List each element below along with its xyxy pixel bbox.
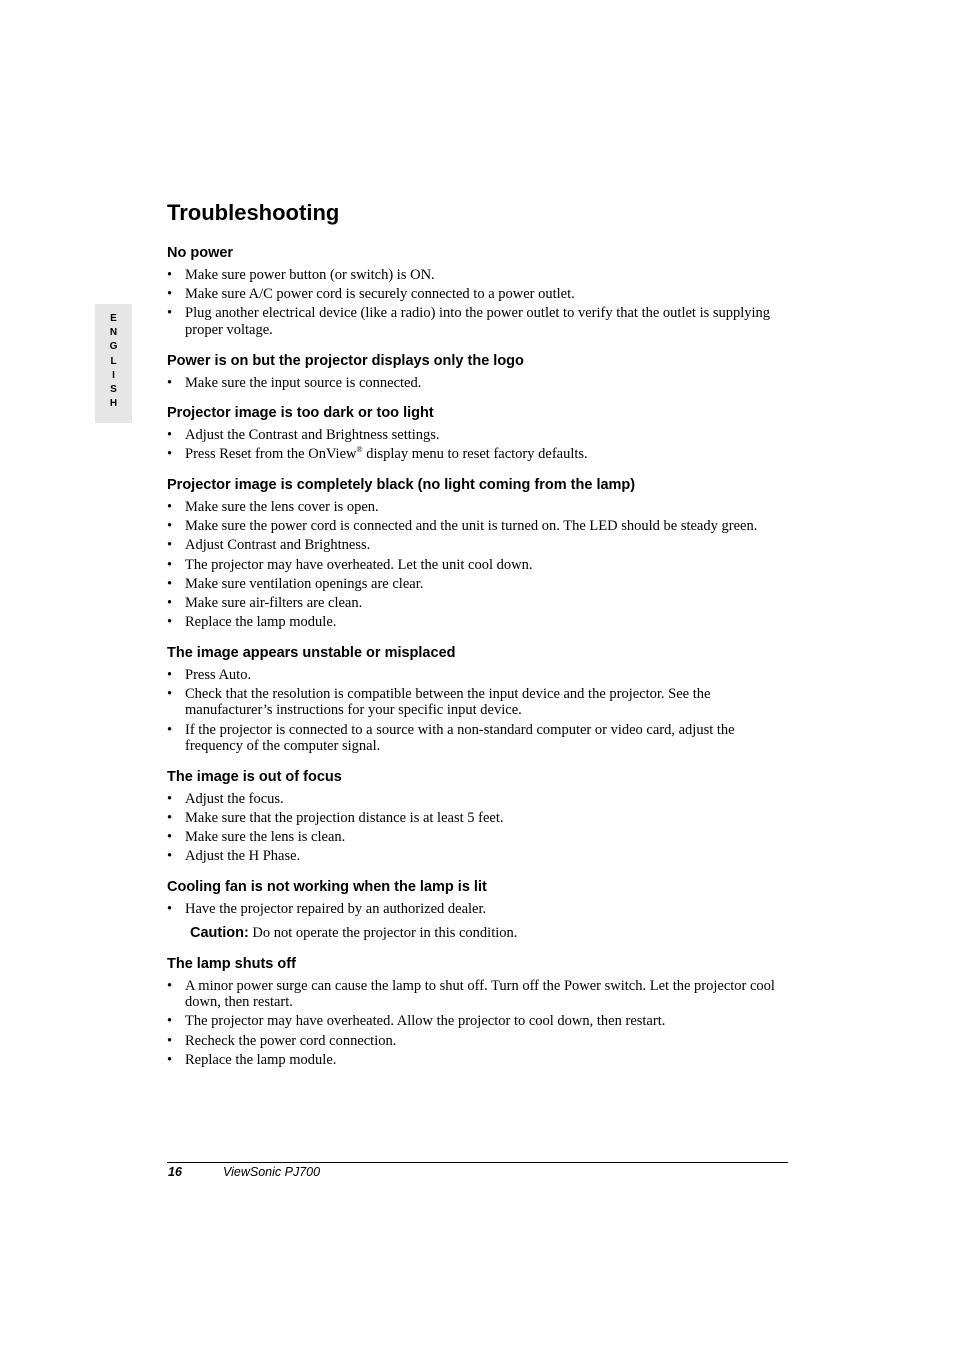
bullet-list: [167, 375, 792, 392]
bullet-icon: •: [167, 556, 173, 573]
list-item-text: Make sure the input source is connected.: [185, 374, 422, 391]
bullet-icon: •: [167, 810, 173, 826]
language-tab-letters: [95, 312, 132, 411]
list-item-text: Replace the lamp module.: [185, 614, 337, 631]
list-item: [167, 686, 792, 719]
section-heading: No power: [167, 245, 234, 261]
bullet-icon: •: [167, 498, 173, 515]
list-item: [167, 537, 792, 554]
list-item: [167, 810, 792, 827]
list-item: [167, 427, 792, 444]
list-item: [167, 978, 792, 1011]
bullet-icon: •: [167, 286, 173, 303]
footer-divider: [167, 1162, 788, 1163]
list-item-text: Have the projector repaired by an authorized dealer.: [185, 900, 487, 917]
caution-label: Caution:: [190, 924, 249, 941]
list-item-text: Make sure power button (or switch) is ON.: [185, 267, 435, 283]
bullet-icon: •: [167, 575, 173, 592]
list-item-text: Make sure A/C power cord is securely connected to a power outlet.: [185, 286, 575, 303]
bullet-icon: •: [167, 848, 173, 865]
list-item: [167, 1052, 792, 1069]
page-title: Troubleshooting: [167, 200, 340, 225]
list-item: [167, 375, 792, 392]
list-item-text: The projector may have overheated. Allow the projector to cool down, then restart.: [185, 1013, 666, 1030]
list-item-text: Adjust the H Phase.: [185, 848, 301, 865]
list-item-text: Make sure ventilation openings are clear.: [185, 575, 424, 592]
bullet-icon: •: [167, 267, 173, 283]
list-item: [167, 848, 792, 865]
bullet-list: [167, 427, 792, 463]
bullet-list: [167, 791, 792, 865]
bullet-icon: •: [167, 1013, 173, 1030]
bullet-icon: •: [167, 614, 173, 631]
bullet-icon: •: [167, 427, 173, 444]
bullet-list: [167, 499, 792, 631]
bullet-icon: •: [167, 685, 173, 702]
bullet-icon: •: [167, 721, 173, 738]
list-item-text: Make sure air-filters are clean.: [185, 594, 363, 611]
bullet-icon: •: [167, 666, 173, 683]
list-item-text: Make sure the power cord is connected and the unit is turned on. The LED should be steady green.: [185, 518, 758, 535]
list-item: [167, 286, 792, 303]
section-heading: Projector image is too dark or too light: [167, 405, 434, 422]
list-item-text: Press Auto.: [185, 666, 252, 683]
bullet-icon: •: [167, 900, 173, 917]
list-item-text: Replace the lamp module.: [185, 1051, 337, 1068]
list-item-text: Adjust Contrast and Brightness.: [185, 537, 371, 554]
list-item-text: A minor power surge can cause the lamp to shut off. Turn off the Power switch. Let the projector cool down, then restart.: [185, 977, 775, 1011]
list-item: [167, 614, 792, 631]
section-heading: Projector image is completely black (no light coming from the lamp): [167, 476, 636, 493]
section-heading: The image is out of focus: [167, 768, 342, 785]
list-item-text: Check that the resolution is compatible between the input device and the projector. See the manufacturer’s instructions for your specific input device.: [185, 685, 711, 719]
bullet-icon: •: [167, 446, 173, 463]
caution-text: Do not operate the projector in this condition.: [248, 924, 518, 941]
list-item: [167, 557, 792, 574]
caution-note: [190, 924, 792, 942]
bullet-icon: •: [167, 518, 173, 535]
list-item: [167, 518, 792, 535]
language-tab-letter: H: [109, 398, 118, 410]
bullet-icon: •: [167, 594, 173, 611]
section-heading: Cooling fan is not working when the lamp is lit: [167, 878, 487, 895]
bullet-list: [167, 267, 792, 339]
section-heading: Power is on but the projector displays only the logo: [167, 352, 524, 369]
bullet-icon: •: [167, 1032, 173, 1049]
bullet-list: [167, 978, 792, 1069]
list-item-text: Make sure the lens is clean.: [185, 829, 346, 846]
page-content: [167, 198, 792, 1080]
bullet-icon: •: [167, 1051, 173, 1068]
list-item-text: Adjust the Contrast and Brightness settings.: [185, 427, 440, 444]
list-item-text: Make sure the lens cover is open.: [185, 498, 379, 515]
language-tab-letter: S: [110, 384, 117, 396]
list-item: [167, 791, 792, 808]
bullet-icon: •: [167, 977, 173, 994]
list-item-text: If the projector is connected to a source with a non-standard computer or video card, adjust the frequency of the computer signal.: [185, 721, 735, 755]
list-item: [167, 576, 792, 593]
list-item-text: Adjust the focus.: [185, 790, 284, 807]
bullet-list: [167, 901, 792, 918]
language-tab-letter: N: [109, 327, 118, 339]
list-item: [167, 667, 792, 684]
bullet-list: [167, 667, 792, 755]
language-tab-letter: I: [112, 369, 115, 381]
bullet-icon: •: [167, 305, 173, 322]
list-item: [167, 446, 792, 463]
section-heading: The lamp shuts off: [167, 955, 296, 972]
list-item: [167, 595, 792, 612]
list-item: [167, 901, 792, 918]
list-item-text: The projector may have overheated. Let the unit cool down.: [185, 556, 533, 573]
page-footer: [168, 1165, 320, 1179]
bullet-icon: •: [167, 374, 173, 391]
list-item-text: Plug another electrical device (like a radio) into the power outlet to verify that the outlet is supplying proper voltage.: [185, 305, 771, 338]
footer-product: ViewSonic PJ700: [223, 1165, 321, 1179]
list-item: [167, 267, 792, 284]
section-heading: The image appears unstable or misplaced: [167, 644, 456, 661]
list-item: [167, 1013, 792, 1030]
language-tab-letter: E: [110, 313, 117, 324]
language-tab-letter: G: [109, 341, 118, 353]
list-item-text: Press Reset from the OnView® display menu to reset factory defaults.: [185, 445, 588, 463]
list-item: [167, 722, 792, 755]
list-item: [167, 829, 792, 846]
list-item-text: Make sure that the projection distance is at least 5 feet.: [185, 810, 504, 826]
bullet-icon: •: [167, 537, 173, 554]
list-item: [167, 1033, 792, 1050]
page-number: 16: [168, 1165, 182, 1179]
bullet-icon: •: [167, 790, 173, 807]
language-tab-letter: L: [110, 355, 117, 367]
list-item-text: Recheck the power cord connection.: [185, 1032, 397, 1049]
language-side-tab: [95, 304, 132, 423]
list-item: [167, 499, 792, 516]
list-item: [167, 305, 792, 338]
bullet-icon: •: [167, 829, 173, 846]
